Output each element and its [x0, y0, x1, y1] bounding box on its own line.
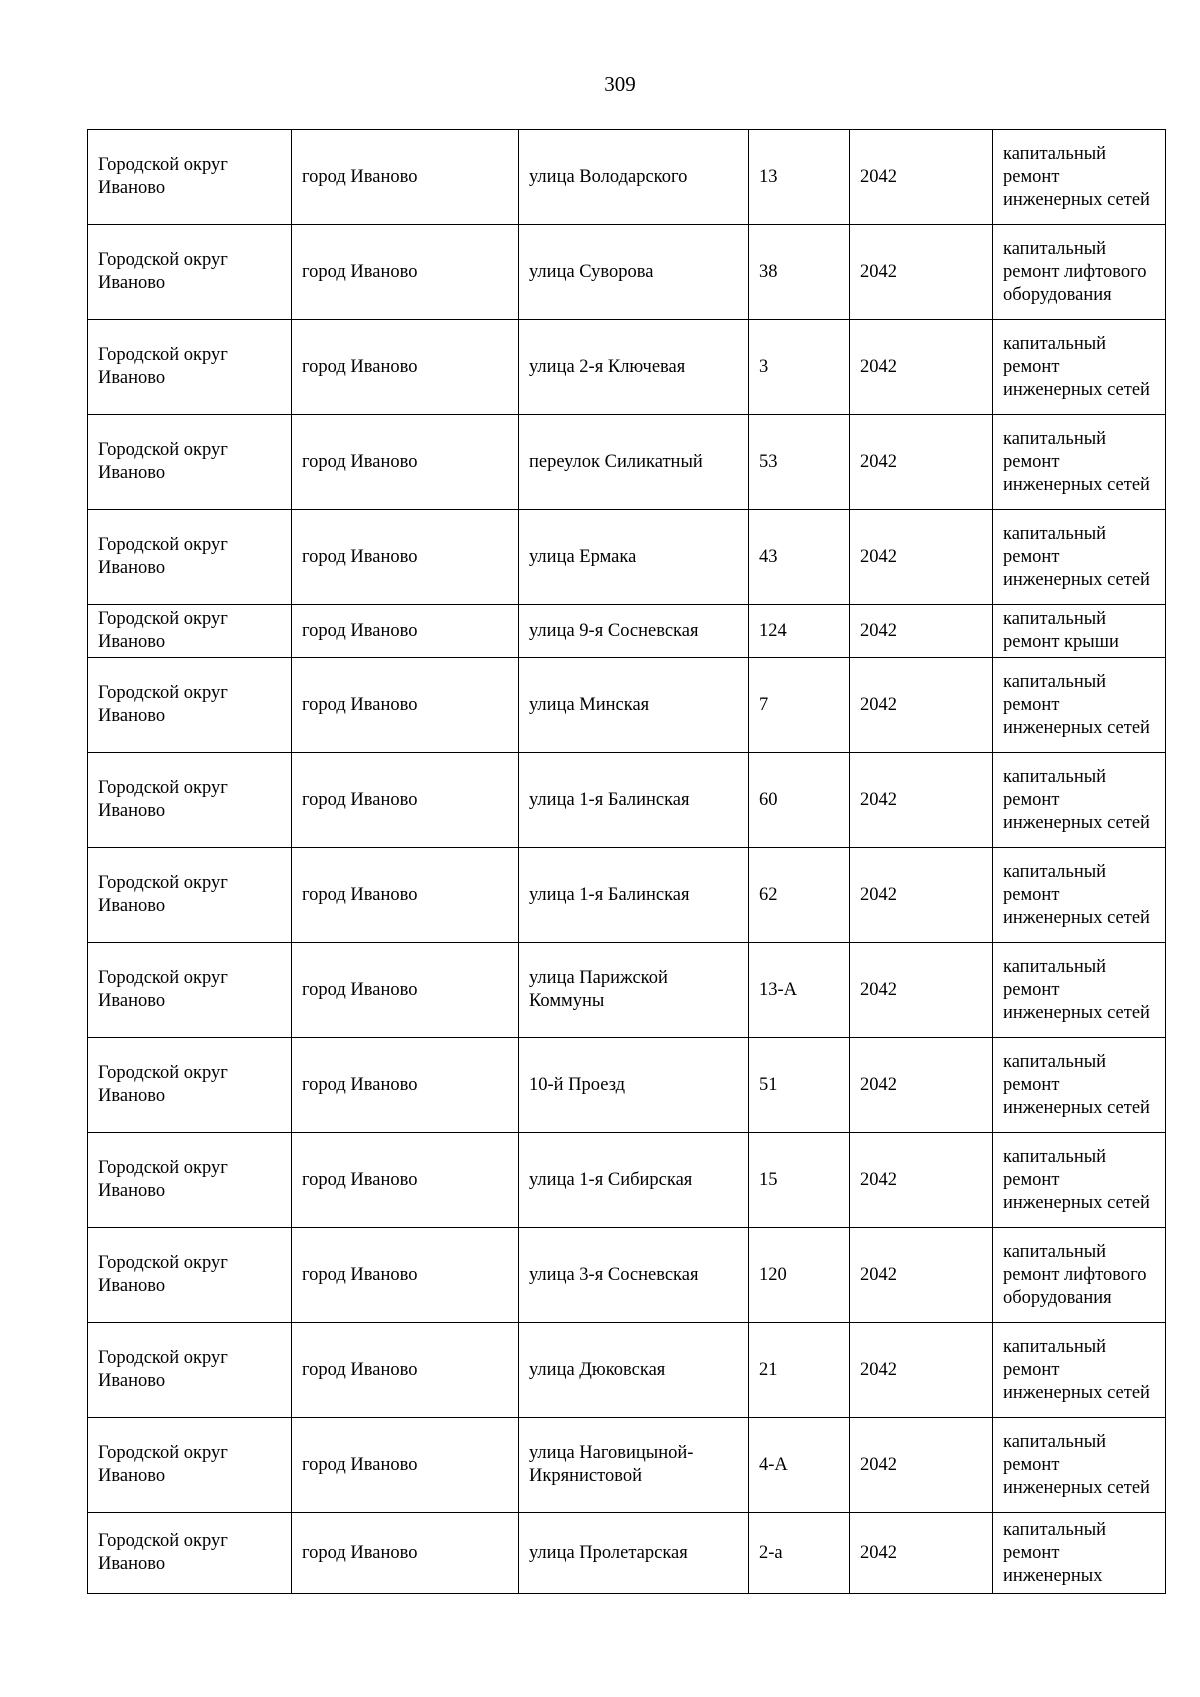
district-cell: Городской округ Иваново — [88, 1418, 292, 1513]
district-cell: Городской округ Иваново — [88, 510, 292, 605]
house-number-cell: 38 — [749, 225, 850, 320]
district-cell: Городской округ Иваново — [88, 225, 292, 320]
table-row — [88, 130, 1166, 225]
year-cell: 2042 — [850, 1228, 993, 1323]
table-row — [88, 1228, 1166, 1323]
table-row — [88, 1133, 1166, 1228]
street-cell: улица Наговицыной-Икрянистовой — [519, 1418, 749, 1513]
house-number-cell: 2-а — [749, 1513, 850, 1594]
page-number: 309 — [604, 72, 636, 96]
district-cell: Городской округ Иваново — [88, 658, 292, 753]
house-number-cell: 124 — [749, 605, 850, 658]
street-cell: улица Ермака — [519, 510, 749, 605]
work-type-cell: капитальный ремонт инженерных — [993, 1513, 1166, 1594]
year-cell: 2042 — [850, 320, 993, 415]
street-cell: улица Пролетарская — [519, 1513, 749, 1594]
house-number-cell: 7 — [749, 658, 850, 753]
table-row — [88, 1513, 1166, 1594]
work-type-cell: капитальный ремонт инженерных сетей — [993, 1323, 1166, 1418]
work-type-cell: капитальный ремонт крыши — [993, 605, 1166, 658]
street-cell: улица Минская — [519, 658, 749, 753]
year-cell: 2042 — [850, 225, 993, 320]
street-cell: улица 2-я Ключевая — [519, 320, 749, 415]
year-cell: 2042 — [850, 1038, 993, 1133]
year-cell: 2042 — [850, 130, 993, 225]
table-row — [88, 415, 1166, 510]
table-row — [88, 320, 1166, 415]
year-cell: 2042 — [850, 1418, 993, 1513]
street-cell: улица 9-я Сосневская — [519, 605, 749, 658]
house-number-cell: 51 — [749, 1038, 850, 1133]
house-number-cell: 43 — [749, 510, 850, 605]
work-type-cell: капитальный ремонт инженерных сетей — [993, 320, 1166, 415]
district-cell: Городской округ Иваново — [88, 320, 292, 415]
table-row — [88, 848, 1166, 943]
year-cell: 2042 — [850, 1513, 993, 1594]
house-number-cell: 53 — [749, 415, 850, 510]
settlement-cell: город Иваново — [292, 1228, 519, 1323]
work-type-cell: капитальный ремонт инженерных сетей — [993, 943, 1166, 1038]
settlement-cell: город Иваново — [292, 225, 519, 320]
settlement-cell: город Иваново — [292, 1418, 519, 1513]
street-cell: улица 1-я Сибирская — [519, 1133, 749, 1228]
district-cell: Городской округ Иваново — [88, 943, 292, 1038]
street-cell: улица Володарского — [519, 130, 749, 225]
work-type-cell: капитальный ремонт инженерных сетей — [993, 130, 1166, 225]
district-cell: Городской округ Иваново — [88, 1323, 292, 1418]
street-cell: улица 3-я Сосневская — [519, 1228, 749, 1323]
year-cell: 2042 — [850, 415, 993, 510]
work-type-cell: капитальный ремонт инженерных сетей — [993, 1038, 1166, 1133]
house-number-cell: 120 — [749, 1228, 850, 1323]
year-cell: 2042 — [850, 753, 993, 848]
house-number-cell: 21 — [749, 1323, 850, 1418]
district-cell: Городской округ Иваново — [88, 130, 292, 225]
work-type-cell: капитальный ремонт инженерных сетей — [993, 415, 1166, 510]
settlement-cell: город Иваново — [292, 1323, 519, 1418]
street-cell: улица Суворова — [519, 225, 749, 320]
year-cell: 2042 — [850, 1323, 993, 1418]
works-table — [87, 129, 1166, 1594]
table-row — [88, 1038, 1166, 1133]
settlement-cell: город Иваново — [292, 320, 519, 415]
settlement-cell: город Иваново — [292, 658, 519, 753]
work-type-cell: капитальный ремонт инженерных сетей — [993, 753, 1166, 848]
district-cell: Городской округ Иваново — [88, 848, 292, 943]
settlement-cell: город Иваново — [292, 415, 519, 510]
year-cell: 2042 — [850, 848, 993, 943]
table-row — [88, 943, 1166, 1038]
street-cell: 10-й Проезд — [519, 1038, 749, 1133]
work-type-cell: капитальный ремонт инженерных сетей — [993, 658, 1166, 753]
district-cell: Городской округ Иваново — [88, 1513, 292, 1594]
settlement-cell: город Иваново — [292, 1133, 519, 1228]
year-cell: 2042 — [850, 605, 993, 658]
year-cell: 2042 — [850, 943, 993, 1038]
district-cell: Городской округ Иваново — [88, 1228, 292, 1323]
district-cell: Городской округ Иваново — [88, 1133, 292, 1228]
work-type-cell: капитальный ремонт инженерных сетей — [993, 1418, 1166, 1513]
settlement-cell: город Иваново — [292, 605, 519, 658]
house-number-cell: 15 — [749, 1133, 850, 1228]
house-number-cell: 3 — [749, 320, 850, 415]
settlement-cell: город Иваново — [292, 848, 519, 943]
house-number-cell: 62 — [749, 848, 850, 943]
street-cell: улица Дюковская — [519, 1323, 749, 1418]
house-number-cell: 13-А — [749, 943, 850, 1038]
table-row — [88, 1323, 1166, 1418]
street-cell: переулок Силикатный — [519, 415, 749, 510]
district-cell: Городской округ Иваново — [88, 415, 292, 510]
table-row — [88, 753, 1166, 848]
house-number-cell: 4-А — [749, 1418, 850, 1513]
year-cell: 2042 — [850, 658, 993, 753]
district-cell: Городской округ Иваново — [88, 753, 292, 848]
work-type-cell: капитальный ремонт инженерных сетей — [993, 1133, 1166, 1228]
street-cell: улица 1-я Балинская — [519, 848, 749, 943]
table-row — [88, 1418, 1166, 1513]
work-type-cell: капитальный ремонт инженерных сетей — [993, 510, 1166, 605]
street-cell: улица 1-я Балинская — [519, 753, 749, 848]
table-row — [88, 658, 1166, 753]
house-number-cell: 13 — [749, 130, 850, 225]
year-cell: 2042 — [850, 1133, 993, 1228]
table-row — [88, 510, 1166, 605]
settlement-cell: город Иваново — [292, 943, 519, 1038]
work-type-cell: капитальный ремонт лифтового оборудования — [993, 1228, 1166, 1323]
district-cell: Городской округ Иваново — [88, 605, 292, 658]
settlement-cell: город Иваново — [292, 1513, 519, 1594]
table-row — [88, 225, 1166, 320]
year-cell: 2042 — [850, 510, 993, 605]
district-cell: Городской округ Иваново — [88, 1038, 292, 1133]
house-number-cell: 60 — [749, 753, 850, 848]
settlement-cell: город Иваново — [292, 1038, 519, 1133]
works-table-body — [88, 130, 1166, 1594]
street-cell: улица Парижской Коммуны — [519, 943, 749, 1038]
settlement-cell: город Иваново — [292, 753, 519, 848]
work-type-cell: капитальный ремонт лифтового оборудования — [993, 225, 1166, 320]
settlement-cell: город Иваново — [292, 130, 519, 225]
work-type-cell: капитальный ремонт инженерных сетей — [993, 848, 1166, 943]
table-row — [88, 605, 1166, 658]
settlement-cell: город Иваново — [292, 510, 519, 605]
